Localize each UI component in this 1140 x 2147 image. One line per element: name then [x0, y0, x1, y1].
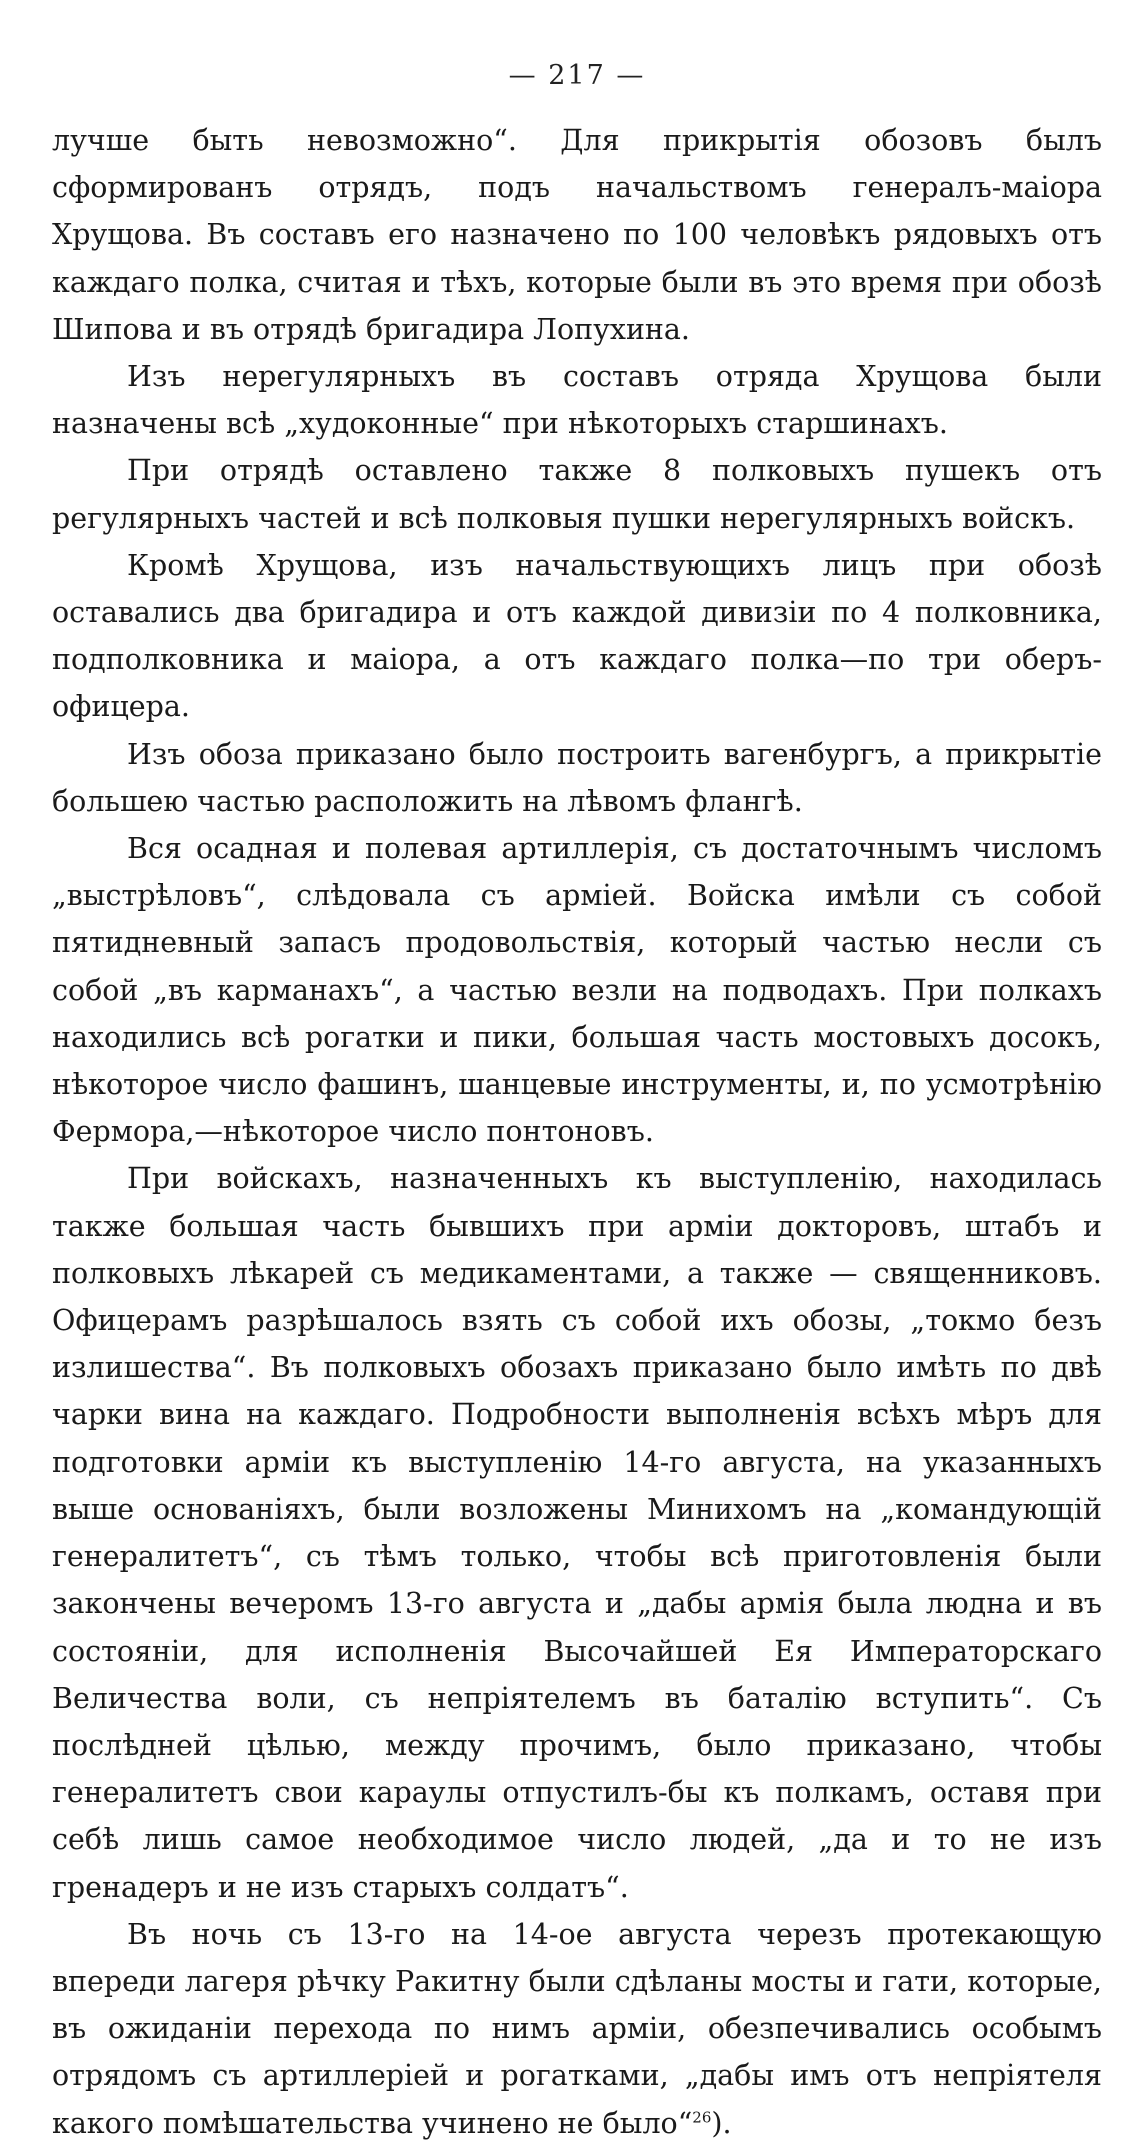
document-page: [52, 60, 1102, 2140]
paragraph: Кромѣ Хрущова, изъ начальствующихъ лицъ при обозѣ оставались два бригадира и отъ каждой дивизіи по 4 полковника, подполковника и маіора, а отъ каждаго полка—по три оберъ-офицера.: [52, 548, 1102, 724]
paragraph: При войскахъ, назначенныхъ къ выступленію, находилась также большая часть бывшихъ при арміи докторовъ, штабъ и полковыхъ лѣкарей съ медикаментами, а также — священниковъ. Офицерамъ разрѣшалось взять съ собой ихъ обозы, „токмо безъ излишества“. Въ полковыхъ обозахъ приказано было имѣть по двѣ чарки вина на каждаго. Подробности выполненія всѣхъ мѣръ для подготовки арміи къ выступленію 14-го августа, на указанныхъ выше основаніяхъ, были возложены Минихомъ на „командующій генералитетъ“, съ тѣмъ только, чтобы всѣ приготовленія были закончены вечеромъ 13-го августа и „дабы армія была людна и въ состояніи, для исполненія Высочайшей Ея Императорскаго Величества воли, съ непріятелемъ въ баталію вступить“. Съ послѣдней цѣлью, между прочимъ, было приказано, чтобы генералитетъ свои караулы отпустилъ-бы къ полкамъ, оставя при себѣ лишь самое необходимое число людей, „да и то не изъ гренадеръ и не изъ старыхъ солдатъ“.: [52, 1162, 1102, 1904]
body-text: [52, 117, 1102, 2147]
paragraph-final-closing: ).: [711, 2106, 732, 2140]
paragraph: При отрядѣ оставлено также 8 полковыхъ пушекъ отъ регулярныхъ частей и всѣ полковыя пушки нерегулярныхъ войскъ.: [52, 454, 1102, 535]
paragraph: Изъ нерегулярныхъ въ составъ отряда Хрущова были назначены всѣ „худоконные“ при нѣкоторыхъ старшинахъ.: [52, 360, 1102, 441]
paragraph-final: [52, 1911, 1102, 2147]
paragraph: Изъ обоза приказано было построить вагенбургъ, а прикрытіе большею частью расположить на лѣвомъ флангѣ.: [52, 737, 1102, 818]
footnote-reference: 26: [692, 2108, 712, 2127]
paragraph-continuation: лучше быть невозможно“. Для прикрытія обозовъ былъ сформированъ отрядъ, подъ начальствомъ генералъ-маіора Хрущова. Въ составъ его назначено по 100 человѣкъ рядовыхъ отъ каждаго полка, считая и тѣхъ, которые были въ это время при обозѣ Шипова и въ отрядѣ бригадира Лопухина.: [52, 124, 1102, 346]
paragraph: Вся осадная и полевая артиллерія, съ достаточнымъ числомъ „выстрѣловъ“, слѣдовала съ арміей. Войска имѣли съ собой пятидневный запасъ продовольствія, который частью несли съ собой „въ карманахъ“, а частью везли на подводахъ. При полкахъ находились всѣ рогатки и пики, большая часть мостовыхъ досокъ, нѣкоторое число фашинъ, шанцевые инструменты, и, по усмотрѣнію Фермора,—нѣкоторое число понтоновъ.: [52, 832, 1102, 1149]
paragraph-final-text: Въ ночь съ 13-го на 14-ое августа черезъ протекающую впереди лагеря рѣчку Ракитну были сдѣланы мосты и гати, которые, въ ожиданіи перехода по нимъ арміи, обезпечивались особымъ отрядомъ съ артиллеріей и рогатками, „дабы имъ отъ непріятеля какого помѣшательства учинено не было“: [52, 1917, 1102, 2140]
page-number: — 217 —: [508, 60, 646, 91]
